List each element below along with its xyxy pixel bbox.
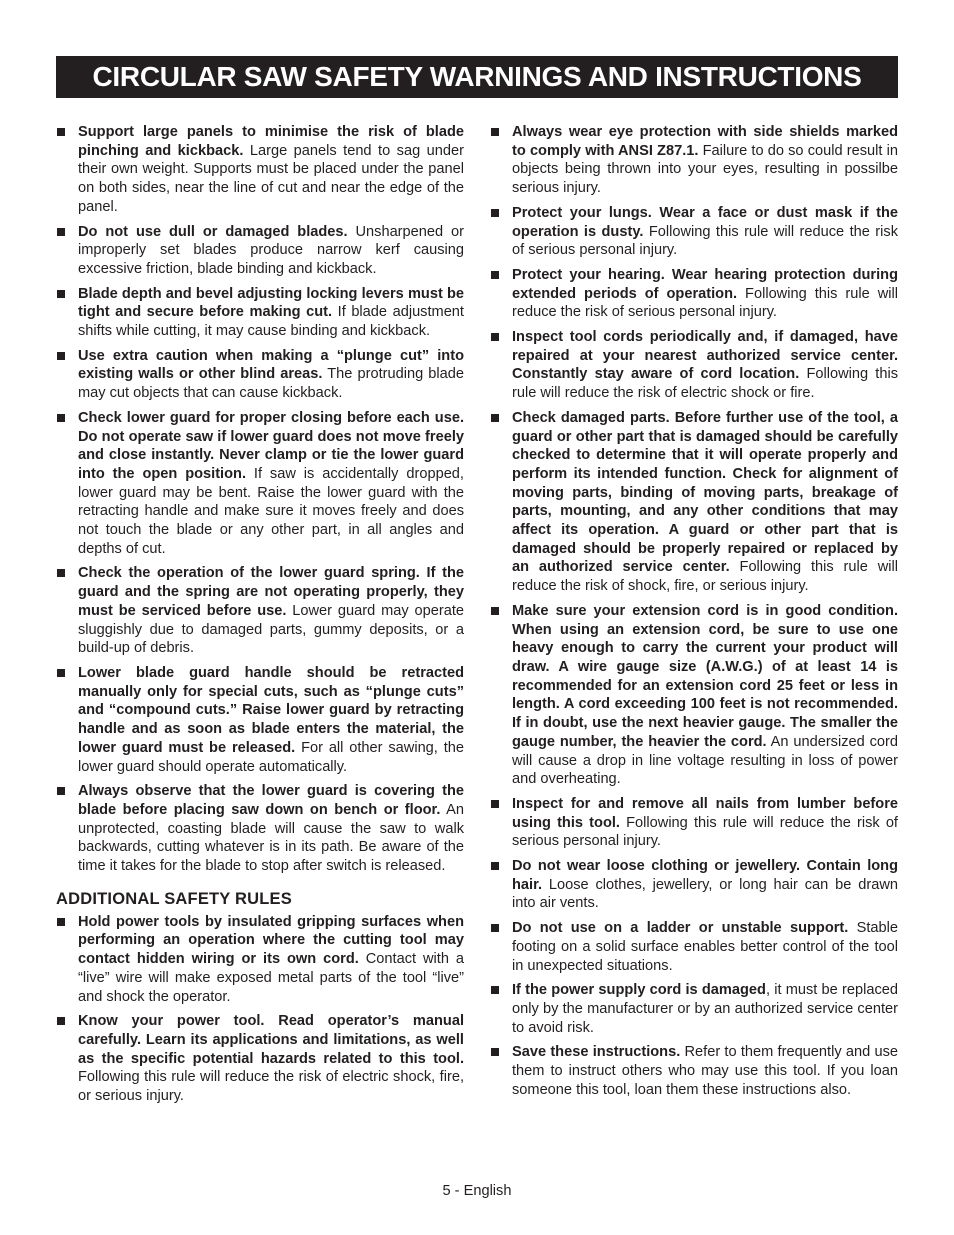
warning-item: [490, 602, 898, 789]
square-bullet-icon: [491, 271, 499, 279]
warning-item: [490, 857, 898, 913]
square-bullet-icon: [491, 924, 499, 932]
square-bullet-icon: [57, 228, 65, 236]
warning-bold-text: Always wear eye protection with side shields marked to comply with ANSI Z87.1.: [512, 124, 898, 159]
warning-body-text: An undersized cord will cause a drop in line voltage resulting in loss of power and overheating.: [512, 733, 898, 788]
right-warning-list: [490, 123, 898, 1099]
warning-bold-text: Do not use on a ladder or unstable support.: [512, 920, 849, 937]
square-bullet-icon: [491, 209, 499, 217]
square-bullet-icon: [57, 669, 65, 677]
square-bullet-icon: [57, 290, 65, 298]
warning-item: [56, 1012, 464, 1106]
warning-item: [490, 266, 898, 322]
warning-item: [490, 919, 898, 975]
warning-item: [56, 409, 464, 559]
warning-item: [56, 913, 464, 1007]
warning-bold-text: Blade depth and bevel adjusting locking levers must be tight and secure before making cut.: [78, 285, 464, 321]
warning-body-text: If saw is accidentally dropped, lower guard may be bent. Raise the lower guard with the retracting handle and make sure it moves freely and does not touch the blade or any other part, in all angles and depths of cut.: [78, 465, 464, 557]
warning-bold-text: Check the operation of the lower guard spring. If the guard and the spring are not operating properly, they must be serviced before use.: [78, 565, 464, 619]
warning-bold-text: Protect your hearing. Wear hearing protection during extended periods of operation.: [512, 266, 898, 302]
square-bullet-icon: [57, 787, 65, 795]
warning-item: [56, 285, 464, 341]
square-bullet-icon: [57, 569, 65, 577]
square-bullet-icon: [491, 1048, 499, 1056]
warning-bold-text: Protect your lungs. Wear a face or dust mask if the operation is dusty.: [512, 204, 898, 240]
header-banner: [56, 56, 898, 98]
warning-bold-text: Make sure your extension cord is in good condition. When using an extension cord, be sure to use one heavy enough to carry the current your product will draw. A wire gauge size (A.W.G.) of at least 14 is recommended for an extension cord 25 feet or less in length. A cord exceeding 100 feet is not recommended. If in doubt, use the next heavier gauge. The smaller the gauge number, the heavier the cord.: [512, 602, 898, 750]
warning-item: [56, 123, 464, 217]
warning-body-text: Unsharpened or improperly set blades produce narrow kerf causing excessive friction, blade binding and kickback.: [78, 223, 464, 277]
square-bullet-icon: [57, 128, 65, 136]
right-column: [490, 123, 898, 1105]
warning-body-text: Stable footing on a solid surface enables better control of the tool in unexpected situations.: [512, 920, 898, 974]
warning-item: [56, 347, 464, 403]
warning-bold-text: Save these instructions.: [512, 1044, 681, 1061]
warning-bold-text: Hold power tools by insulated gripping surfaces when performing an operation where the cutting tool may contact hidden wiring or its own cord.: [78, 913, 464, 968]
warning-bold-text: Know your power tool. Read operator’s manual carefully. Learn its applications and limitations, as well as the specific potential hazards related to this tool.: [78, 1013, 464, 1067]
warning-bold-text: Do not wear loose clothing or jewellery. Contain long hair.: [512, 858, 898, 893]
square-bullet-icon: [491, 128, 499, 136]
warning-item: [490, 795, 898, 851]
warning-item: [490, 981, 898, 1037]
square-bullet-icon: [491, 800, 499, 808]
warning-bold-text: Always observe that the lower guard is covering the blade before placing saw down on bench or floor.: [78, 783, 464, 818]
warning-body-text: Following this rule will reduce the risk of serious personal injury.: [512, 814, 898, 850]
warning-bold-text: Check lower guard for proper closing before each use. Do not operate saw if lower guard does not move freely and close instantly. Never clamp or tie the lower guard into the open position.: [78, 409, 464, 482]
warning-body-text: Lower guard may operate sluggishly due to damaged parts, gummy deposits, or a build-up of debris.: [78, 602, 465, 657]
warning-item: [490, 328, 898, 403]
warning-body-text: Large panels tend to sag under their own weight. Supports must be placed under the panel on both sides, near the line of cut and near the edge of the panel.: [78, 142, 464, 215]
warning-bold-text: Use extra caution when making a “plunge cut” into existing walls or other blind areas.: [78, 347, 464, 383]
warning-bold-text: Do not use dull or damaged blades.: [78, 223, 348, 240]
warning-item: [490, 204, 898, 260]
warning-bold-text: If the power supply cord is damaged: [512, 982, 766, 999]
left-warning-list: [56, 123, 464, 876]
warning-body-text: If blade adjustment shifts while cutting, it may cause binding and kickback.: [78, 304, 464, 340]
square-bullet-icon: [57, 918, 65, 926]
warning-bold-text: Inspect tool cords periodically and, if damaged, have repaired at your nearest authorized service center. Constantly stay aware of cord location.: [512, 329, 898, 383]
square-bullet-icon: [491, 862, 499, 870]
warning-item: [490, 1043, 898, 1099]
warning-body-text: Contact with a “live” wire will make exposed metal parts of the tool “live” and shock the operator.: [78, 951, 464, 1005]
warning-bold-text: Inspect for and remove all nails from lumber before using this tool.: [512, 795, 898, 831]
warning-item: [56, 664, 464, 776]
section-heading-additional-safety-rules: ADDITIONAL SAFETY RULES: [56, 889, 292, 908]
page-footer: 5 - English: [442, 1183, 512, 1199]
warning-body-text: Following this rule will reduce the risk of shock, fire, or serious injury.: [512, 559, 898, 595]
warning-item: [56, 782, 464, 876]
warning-item: [490, 409, 898, 596]
warning-body-text: Refer to them frequently and use them to instruct others who may use this tool. If you loan someone this tool, loan them these instructions also.: [512, 1044, 898, 1098]
warning-body-text: Following this rule will reduce the risk of serious personal injury.: [512, 223, 898, 259]
warning-item: [490, 123, 898, 198]
warning-body-text: Following this rule will reduce the risk of electric shock or fire.: [512, 366, 898, 402]
warning-body-text: For all other sawing, the lower guard should operate automatically.: [78, 739, 464, 775]
square-bullet-icon: [57, 1017, 65, 1025]
warning-bold-text: Check damaged parts. Before further use of the tool, a guard or other part that is damaged should be carefully checked to determine that it will operate properly and perform its intended function. Check for alignment of moving parts, binding of moving parts, breakage of parts, mounting, and any other conditions that may affect its operation. A guard or other part that is damaged should be properly repaired or replaced by an authorized service center.: [512, 409, 898, 576]
warning-body-text: The protruding blade may cut objects that can cause kickback.: [78, 366, 464, 402]
square-bullet-icon: [57, 414, 65, 422]
square-bullet-icon: [57, 352, 65, 360]
warning-item: [56, 223, 464, 279]
square-bullet-icon: [491, 333, 499, 341]
warning-body-text: Failure to do so could result in objects being thrown into your eyes, resulting in possilbe serious injury.: [512, 142, 898, 197]
warning-body-text: Loose clothes, jewellery, or long hair can be drawn into air vents.: [512, 876, 898, 912]
left-column: [56, 123, 464, 1112]
warning-bold-text: Support large panels to minimise the risk of blade pinching and kickback.: [78, 124, 464, 159]
warning-body-text: Following this rule will reduce the risk of electric shock, fire, or serious injury.: [78, 1069, 464, 1105]
square-bullet-icon: [491, 414, 499, 422]
page-title: CIRCULAR SAW SAFETY WARNINGS AND INSTRUCTIONS: [92, 61, 862, 92]
warning-body-text: Following this rule will reduce the risk of serious personal injury.: [512, 285, 898, 321]
warning-bold-text: Lower blade guard handle should be retracted manually only for special cuts, such as “plunge cuts” and “compound cuts.” Raise lower guard by retracting handle and as soon as blade enters the material, the lower guard must be released.: [78, 664, 464, 756]
warning-body-text: An unprotected, coasting blade will cause the saw to walk backwards, cutting whatever is in its path. Be aware of the time it takes for the blade to stop after switch is released.: [78, 801, 464, 875]
additional-rules-list: [56, 913, 464, 1106]
square-bullet-icon: [491, 607, 499, 615]
square-bullet-icon: [491, 986, 499, 994]
warning-body-text: , it must be replaced only by the manufacturer or by an authorized service center to avoid risk.: [512, 982, 898, 1036]
warning-item: [56, 564, 464, 658]
